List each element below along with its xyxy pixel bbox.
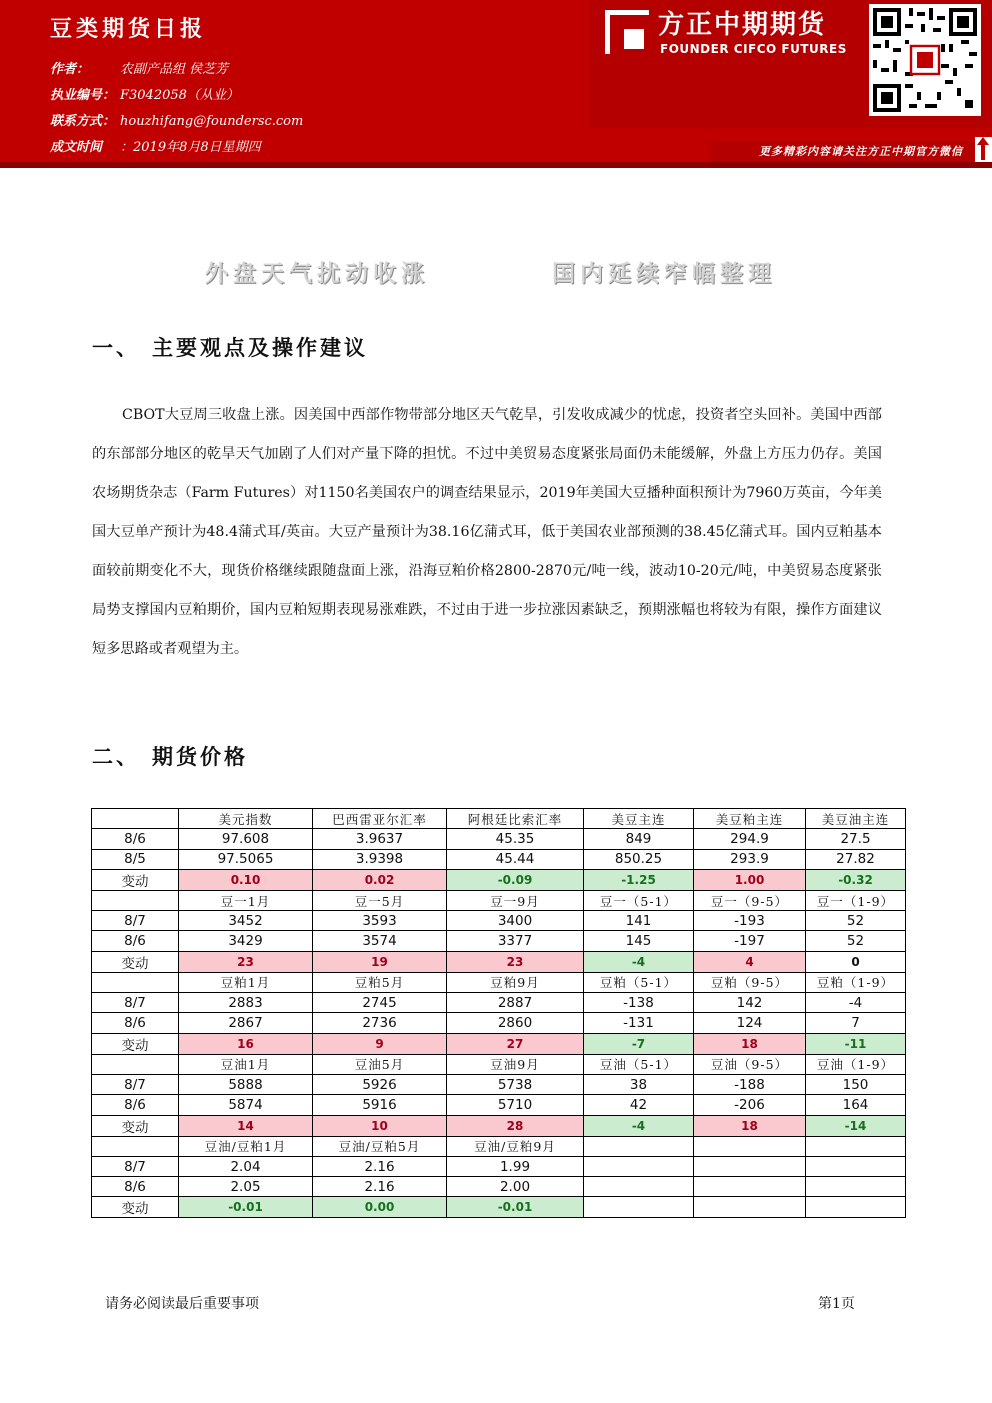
contact-email[interactable]: houzhifang@foundersc.com bbox=[120, 114, 304, 129]
table-cell: -7 bbox=[584, 1033, 694, 1054]
table-header-row bbox=[92, 972, 906, 992]
table-row bbox=[92, 911, 906, 931]
footer-disclaimer: 请务必阅读最后重要事项 bbox=[105, 1296, 259, 1312]
table-cell: 5888 bbox=[179, 1074, 313, 1094]
table-cell: 豆一9月 bbox=[447, 890, 584, 910]
table-row-label: 8/6 bbox=[92, 1095, 179, 1115]
table-cell: 14 bbox=[179, 1115, 313, 1136]
table-cell: 19 bbox=[313, 951, 447, 972]
table-cell bbox=[694, 1156, 806, 1176]
table-cell: -1.25 bbox=[584, 869, 694, 890]
table-cell: 豆粕（5-1） bbox=[584, 972, 694, 992]
table-cell: 10 bbox=[313, 1115, 447, 1136]
table-cell bbox=[806, 1136, 906, 1156]
table-row-label: 8/6 bbox=[92, 829, 179, 849]
table-row bbox=[92, 849, 906, 869]
table-cell: 豆油（1-9） bbox=[806, 1054, 906, 1074]
table-cell: 42 bbox=[584, 1095, 694, 1115]
table-cell: 5926 bbox=[313, 1074, 447, 1094]
table-row bbox=[92, 931, 906, 951]
table-cell: 3593 bbox=[313, 911, 447, 931]
brand-name-en: FOUNDER CIFCO FUTURES bbox=[660, 42, 847, 56]
table-cell: 5874 bbox=[179, 1095, 313, 1115]
table-row bbox=[92, 1074, 906, 1094]
arrow-up-icon bbox=[975, 137, 992, 162]
table-row bbox=[92, 993, 906, 1013]
table-cell: 16 bbox=[179, 1033, 313, 1054]
report-title-right: 国内延续窄幅整理 bbox=[552, 260, 776, 287]
table-cell: 2.04 bbox=[179, 1156, 313, 1176]
table-cell: 豆一（9-5） bbox=[694, 890, 806, 910]
table-change-row bbox=[92, 869, 906, 890]
table-cell bbox=[806, 1177, 906, 1197]
table-cell: 7 bbox=[806, 1013, 906, 1033]
table-cell: 豆油1月 bbox=[179, 1054, 313, 1074]
brand-name-cn: 方正中期期货 bbox=[658, 10, 827, 40]
table-row-label: 8/7 bbox=[92, 911, 179, 931]
table-row-label: 变动 bbox=[92, 1197, 179, 1218]
table-cell: 美豆主连 bbox=[584, 809, 694, 829]
table-cell: -138 bbox=[584, 993, 694, 1013]
table-cell: 849 bbox=[584, 829, 694, 849]
table-row-label: 变动 bbox=[92, 869, 179, 890]
table-cell: 0.10 bbox=[179, 869, 313, 890]
table-cell: 150 bbox=[806, 1074, 906, 1094]
table-cell: 豆一5月 bbox=[313, 890, 447, 910]
table-cell: 97.608 bbox=[179, 829, 313, 849]
table-change-row bbox=[92, 1033, 906, 1054]
table-cell: 124 bbox=[694, 1013, 806, 1033]
table-cell: 294.9 bbox=[694, 829, 806, 849]
report-title-left: 外盘天气扰动收涨 bbox=[205, 260, 429, 287]
table-cell: 2867 bbox=[179, 1013, 313, 1033]
table-cell bbox=[584, 1156, 694, 1176]
table-row-label: 8/7 bbox=[92, 1074, 179, 1094]
meta-license: 执业编号： F3042058（从业） bbox=[50, 88, 239, 103]
table-cell: 3.9637 bbox=[313, 829, 447, 849]
table-header-row bbox=[92, 809, 906, 829]
table-row bbox=[92, 1095, 906, 1115]
table-cell: 145 bbox=[584, 931, 694, 951]
table-cell: 850.25 bbox=[584, 849, 694, 869]
table-cell: -4 bbox=[584, 951, 694, 972]
table-cell: 2.16 bbox=[313, 1156, 447, 1176]
table-cell: 豆粕（9-5） bbox=[694, 972, 806, 992]
table-cell: 28 bbox=[447, 1115, 584, 1136]
table-cell: 2736 bbox=[313, 1013, 447, 1033]
table-row-label: 8/5 bbox=[92, 849, 179, 869]
table-cell: 45.35 bbox=[447, 829, 584, 849]
table-cell: 豆粕1月 bbox=[179, 972, 313, 992]
table-cell: 3452 bbox=[179, 911, 313, 931]
founder-logo-icon bbox=[605, 10, 649, 54]
table-cell: -0.01 bbox=[447, 1197, 584, 1218]
table-row-label: 变动 bbox=[92, 1033, 179, 1054]
table-cell: 豆油/豆粕9月 bbox=[447, 1136, 584, 1156]
meta-contact: 联系方式： houzhifang@foundersc.com bbox=[50, 114, 304, 129]
table-cell: 0.02 bbox=[313, 869, 447, 890]
table-cell: 18 bbox=[694, 1033, 806, 1054]
table-cell: 4 bbox=[694, 951, 806, 972]
table-cell: 豆粕9月 bbox=[447, 972, 584, 992]
table-cell bbox=[694, 1197, 806, 1218]
table-cell: 豆油（9-5） bbox=[694, 1054, 806, 1074]
table-row bbox=[92, 1156, 906, 1176]
header-divider bbox=[0, 162, 992, 168]
table-cell: 2887 bbox=[447, 993, 584, 1013]
table-cell: 2.16 bbox=[313, 1177, 447, 1197]
table-cell: 5738 bbox=[447, 1074, 584, 1094]
table-cell: 293.9 bbox=[694, 849, 806, 869]
table-cell bbox=[584, 1177, 694, 1197]
table-row-label: 8/7 bbox=[92, 1156, 179, 1176]
table-cell: 3.9398 bbox=[313, 849, 447, 869]
table-cell: 豆一（5-1） bbox=[584, 890, 694, 910]
table-cell: 141 bbox=[584, 911, 694, 931]
table-row bbox=[92, 829, 906, 849]
table-cell: 豆油/豆粕1月 bbox=[179, 1136, 313, 1156]
table-cell: 38 bbox=[584, 1074, 694, 1094]
table-cell: -188 bbox=[694, 1074, 806, 1094]
table-row-label: 8/6 bbox=[92, 1013, 179, 1033]
meta-author: 作者： 农副产品组 侯芝芳 bbox=[50, 62, 229, 77]
table-cell: 52 bbox=[806, 911, 906, 931]
table-cell: 23 bbox=[179, 951, 313, 972]
table-cell: 3377 bbox=[447, 931, 584, 951]
table-change-row bbox=[92, 1115, 906, 1136]
table-cell bbox=[584, 1197, 694, 1218]
table-cell: 阿根廷比索汇率 bbox=[447, 809, 584, 829]
table-cell: -4 bbox=[806, 993, 906, 1013]
table-cell: 2.05 bbox=[179, 1177, 313, 1197]
table-row-label: 8/7 bbox=[92, 993, 179, 1013]
section-heading-prices: 二、 期货价格 bbox=[92, 744, 248, 769]
table-cell: 豆油（5-1） bbox=[584, 1054, 694, 1074]
table-header-row bbox=[92, 1054, 906, 1074]
section-heading-views: 一、 主要观点及操作建议 bbox=[92, 335, 368, 360]
table-cell: 豆油/豆粕5月 bbox=[313, 1136, 447, 1156]
table-cell: 45.44 bbox=[447, 849, 584, 869]
table-cell: -0.32 bbox=[806, 869, 906, 890]
table-cell: -11 bbox=[806, 1033, 906, 1054]
table-cell bbox=[694, 1177, 806, 1197]
table-row bbox=[92, 1013, 906, 1033]
section-paragraph-views: CBOT大豆周三收盘上涨。因美国中西部作物带部分地区天气乾旱，引发收成减少的忧虑，投资者空头回补。美国中西部的东部部分地区的乾旱天气加剧了人们对产量下降的担忧。不过中美贸易态度紧张局面仍未能缓解，外盘上方压力仍存。美国农场期货杂志（Farm Futures）对1150名美国农户的调查结果显示，2019年美国大豆播种面积预计为7960万英亩，今年美国大豆单产预计为48.4蒲式耳/英亩。大豆产量预计为38.16亿蒲式耳，低于美国农业部预测的38.45亿蒲式耳。国内豆粕基本面较前期变化不大，现货价格继续跟随盘面上涨，沿海豆粕价格2800-2870元/吨一线，波动10-20元/吨，中美贸易态度紧张局势支撑国内豆粕期价，国内豆粕短期表现易涨难跌，不过由于进一步拉涨因素缺乏，预期涨幅也将较为有限，操作方面建议短多思路或者观望为主。 bbox=[92, 407, 882, 657]
table-cell: 164 bbox=[806, 1095, 906, 1115]
table-cell: 3400 bbox=[447, 911, 584, 931]
table-cell: 豆油5月 bbox=[313, 1054, 447, 1074]
table-cell: -193 bbox=[694, 911, 806, 931]
table-cell: 3429 bbox=[179, 931, 313, 951]
table-cell: 142 bbox=[694, 993, 806, 1013]
table-cell: 97.5065 bbox=[179, 849, 313, 869]
table-cell bbox=[806, 1156, 906, 1176]
table-row-label: 变动 bbox=[92, 1115, 179, 1136]
table-row-label: 8/6 bbox=[92, 931, 179, 951]
table-cell: 豆一（1-9） bbox=[806, 890, 906, 910]
table-cell: 美豆油主连 bbox=[806, 809, 906, 829]
table-cell: 0 bbox=[806, 951, 906, 972]
meta-date: 成文时间 ：2019年8月8日星期四 bbox=[50, 140, 261, 155]
table-row-label bbox=[92, 809, 179, 829]
table-cell: 5916 bbox=[313, 1095, 447, 1115]
table-cell: 1.00 bbox=[694, 869, 806, 890]
table-cell: 27.82 bbox=[806, 849, 906, 869]
table-cell: 5710 bbox=[447, 1095, 584, 1115]
table-header-row bbox=[92, 890, 906, 910]
table-cell: 3574 bbox=[313, 931, 447, 951]
table-cell: 27.5 bbox=[806, 829, 906, 849]
futures-price-table bbox=[91, 808, 906, 1218]
table-row bbox=[92, 1177, 906, 1197]
table-cell: -197 bbox=[694, 931, 806, 951]
table-row-label: 8/6 bbox=[92, 1177, 179, 1197]
table-cell: -14 bbox=[806, 1115, 906, 1136]
table-cell bbox=[584, 1136, 694, 1156]
table-row-label bbox=[92, 972, 179, 992]
table-cell: -0.09 bbox=[447, 869, 584, 890]
table-cell: 美豆粕主连 bbox=[694, 809, 806, 829]
table-cell: 0.00 bbox=[313, 1197, 447, 1218]
table-row-label bbox=[92, 890, 179, 910]
table-cell: 2883 bbox=[179, 993, 313, 1013]
table-cell: -131 bbox=[584, 1013, 694, 1033]
table-row-label bbox=[92, 1054, 179, 1074]
table-cell: 豆一1月 bbox=[179, 890, 313, 910]
table-cell: 巴西雷亚尔汇率 bbox=[313, 809, 447, 829]
qr-code-icon[interactable] bbox=[869, 4, 981, 116]
table-row-label: 变动 bbox=[92, 951, 179, 972]
table-cell: 2860 bbox=[447, 1013, 584, 1033]
table-row-label bbox=[92, 1136, 179, 1156]
table-change-row bbox=[92, 951, 906, 972]
table-cell: 豆粕5月 bbox=[313, 972, 447, 992]
table-cell: -4 bbox=[584, 1115, 694, 1136]
table-cell bbox=[694, 1136, 806, 1156]
table-cell: 27 bbox=[447, 1033, 584, 1054]
table-cell: 豆油9月 bbox=[447, 1054, 584, 1074]
table-cell: -0.01 bbox=[179, 1197, 313, 1218]
report-name: 豆类期货日报 bbox=[50, 16, 207, 42]
table-cell bbox=[806, 1197, 906, 1218]
table-cell: 9 bbox=[313, 1033, 447, 1054]
table-cell: 52 bbox=[806, 931, 906, 951]
footer-page-number: 第1页 bbox=[818, 1296, 855, 1312]
table-cell: 23 bbox=[447, 951, 584, 972]
table-cell: 2.00 bbox=[447, 1177, 584, 1197]
table-cell: 美元指数 bbox=[179, 809, 313, 829]
table-cell: 2745 bbox=[313, 993, 447, 1013]
table-header-row bbox=[92, 1136, 906, 1156]
table-cell: -206 bbox=[694, 1095, 806, 1115]
table-change-row bbox=[92, 1197, 906, 1218]
table-cell: 18 bbox=[694, 1115, 806, 1136]
table-cell: 豆粕（1-9） bbox=[806, 972, 906, 992]
follow-wechat-banner[interactable]: 更多精彩内容请关注方正中期官方微信 bbox=[710, 142, 975, 162]
table-cell: 1.99 bbox=[447, 1156, 584, 1176]
